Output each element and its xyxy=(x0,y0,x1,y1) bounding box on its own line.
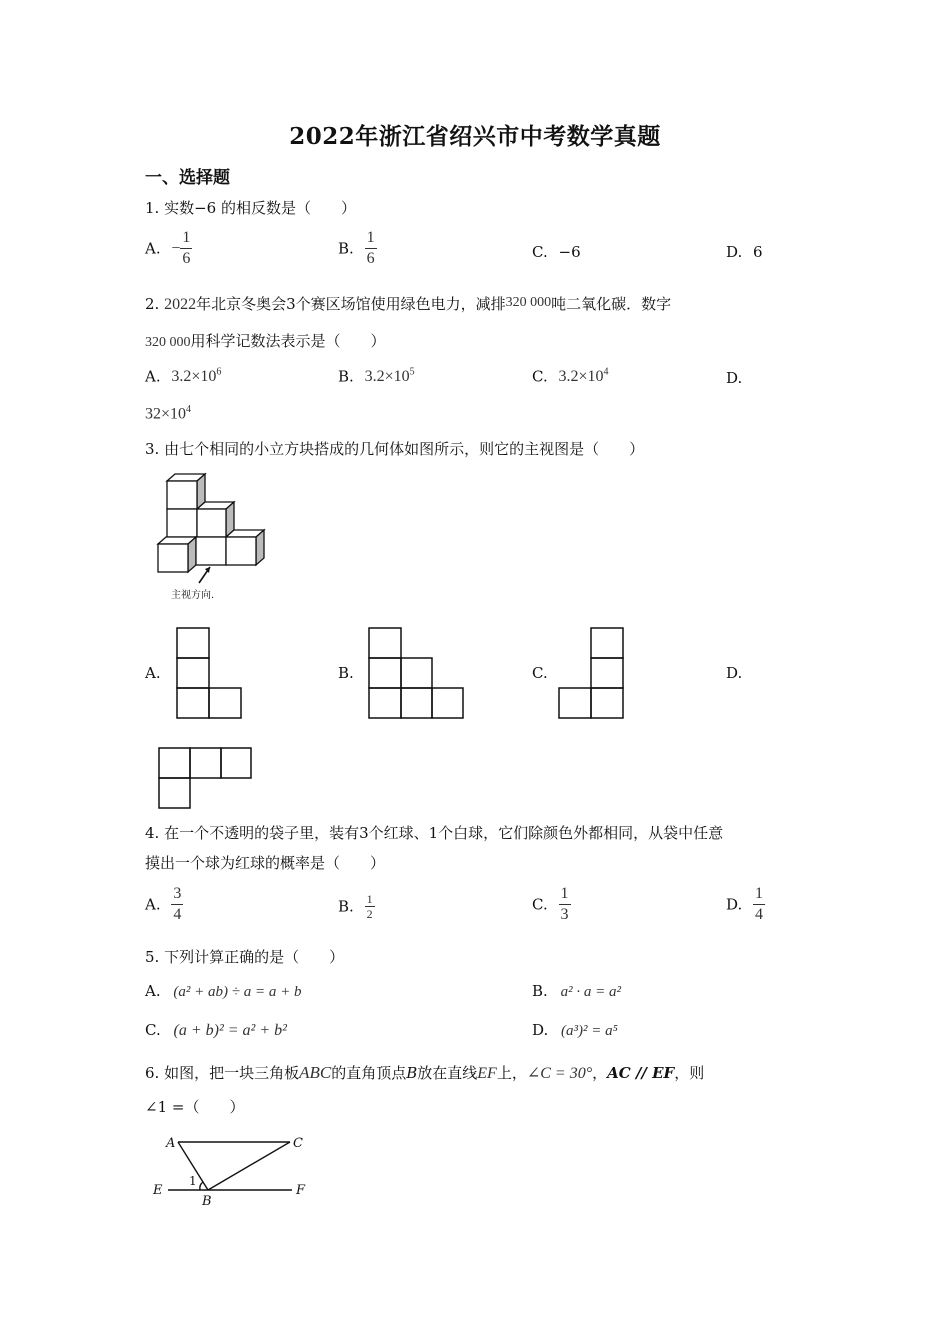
q2-option-d[interactable] xyxy=(726,369,742,387)
option-label: D. xyxy=(726,895,743,914)
section-heading: 一、选择题 xyxy=(145,168,230,188)
question-2-line-2 xyxy=(145,330,386,351)
q3-option-c-view[interactable] xyxy=(557,626,627,720)
text-run: 上， xyxy=(496,1064,527,1082)
q1-option-d[interactable] xyxy=(726,243,763,261)
option-label: B. xyxy=(338,239,354,258)
point-label-c: C xyxy=(293,1136,303,1151)
math-expression: AC // EF xyxy=(607,1064,675,1082)
option-label: D. xyxy=(726,243,743,261)
text-run: ， xyxy=(592,1064,608,1082)
q4-option-d[interactable] xyxy=(726,884,765,925)
question-6-line-1 xyxy=(145,1062,704,1083)
math-number: 320 000 xyxy=(505,295,552,310)
fraction: $\frac{3}{4}$ xyxy=(173,885,182,923)
q4-option-c[interactable] xyxy=(532,884,571,925)
q1-option-b[interactable] xyxy=(338,228,377,269)
question-2-line-1 xyxy=(145,293,671,314)
angle-label-1: 1 xyxy=(189,1174,197,1188)
option-label: A. xyxy=(145,982,161,1000)
option-label: C. xyxy=(145,1021,161,1039)
fraction: $\frac{1}{4}$ xyxy=(755,885,764,923)
math-expression: (a + b)² = a² + b² xyxy=(173,1022,287,1039)
option-label: A. xyxy=(145,367,161,386)
minus-sign: − xyxy=(171,239,181,257)
q2-option-d-value: $32\times 10^4$ xyxy=(145,404,192,423)
q-number: 2. xyxy=(145,295,165,313)
text-run: 放在直线 xyxy=(417,1064,478,1082)
cube-stack-figure xyxy=(150,470,280,605)
fraction: $\frac{1}{6}$ xyxy=(182,229,191,267)
text-run: 年北京冬奥会3个赛区场馆使用绿色电力，减排 xyxy=(196,295,506,313)
math-symbol: EF xyxy=(477,1065,497,1082)
option-label: B. xyxy=(338,367,354,386)
sci-notation: $3.2\times 10^6$ xyxy=(171,367,222,386)
option-label: A. xyxy=(145,239,161,258)
text-run: 用科学记数法表示是（ ） xyxy=(190,332,386,350)
q3-option-d-view[interactable] xyxy=(157,746,253,810)
q3-option-a-view[interactable] xyxy=(175,626,245,720)
option-value: 6 xyxy=(753,243,763,261)
text-run: 的直角顶点 xyxy=(331,1064,407,1082)
q3-option-b-label[interactable]: B. xyxy=(338,664,354,682)
question-1-stem: 1. 实数−6 的相反数是（ ） xyxy=(145,199,356,217)
q3-option-d-label[interactable]: D. xyxy=(726,664,743,682)
sci-notation: $3.2\times 10^5$ xyxy=(364,367,415,386)
q5-option-c[interactable] xyxy=(145,1021,287,1040)
question-6-line-2: ∠1 =（ ） xyxy=(145,1098,245,1116)
q2-option-c[interactable] xyxy=(532,367,609,386)
option-label: C. xyxy=(532,367,548,386)
math-expression: ∠C = 30° xyxy=(526,1065,593,1082)
q5-option-a[interactable] xyxy=(145,982,301,1001)
text-run: ，则 xyxy=(674,1064,705,1082)
option-label: D. xyxy=(726,369,743,387)
option-label: B. xyxy=(532,982,548,1000)
fraction: $\frac{1}{6}$ xyxy=(366,229,375,267)
fraction: $\frac{1}{2}$ xyxy=(366,892,373,921)
q4-option-b[interactable] xyxy=(338,892,375,921)
q3-option-c-label[interactable]: C. xyxy=(532,664,548,682)
math-expression: (a² + ab) ÷ a = a + b xyxy=(173,984,302,1000)
q1-option-a[interactable] xyxy=(145,228,192,269)
q5-option-d[interactable] xyxy=(532,1021,618,1040)
point-label-f: F xyxy=(296,1183,306,1198)
point-label-a: A xyxy=(166,1136,176,1151)
option-label: B. xyxy=(338,897,354,916)
point-label-e: E xyxy=(153,1183,163,1198)
question-4-line-2: 摸出一个球为红球的概率是（ ） xyxy=(145,854,386,872)
math-year: 2022 xyxy=(164,296,197,313)
option-label: A. xyxy=(145,895,161,914)
math-symbol: ABC xyxy=(299,1063,332,1082)
page-title: 2022年浙江省绍兴市中考数学真题 xyxy=(289,123,661,150)
sci-notation: $3.2\times 10^4$ xyxy=(558,367,609,386)
view-direction-caption: 主视方向. xyxy=(171,590,215,601)
math-number: 320 000 xyxy=(145,335,191,350)
q2-option-b[interactable] xyxy=(338,367,415,386)
q5-option-b[interactable] xyxy=(532,982,621,1001)
question-4-line-1: 4. 在一个不透明的袋子里，装有3个红球、1个白球，它们除颜色外都相同，从袋中任意 xyxy=(145,824,724,842)
text-run: 吨二氧化碳．数字 xyxy=(551,295,672,313)
q2-option-a[interactable] xyxy=(145,367,221,386)
point-label-b: B xyxy=(202,1194,212,1209)
option-label: C. xyxy=(532,243,548,261)
text-run: 6. 如图，把一块三角板 xyxy=(145,1064,300,1082)
q3-option-a-label[interactable]: A. xyxy=(145,664,161,682)
question-3-stem: 3. 由七个相同的小立方块搭成的几何体如图所示，则它的主视图是（ ） xyxy=(145,440,645,458)
q4-option-a[interactable] xyxy=(145,884,183,925)
fraction: $\frac{1}{3}$ xyxy=(560,885,569,923)
math-expression: a² · a = a² xyxy=(560,984,621,1000)
option-label: C. xyxy=(532,895,548,914)
option-value: −6 xyxy=(558,243,581,261)
question-5-stem: 5. 下列计算正确的是（ ） xyxy=(145,948,345,966)
q3-option-b-view[interactable] xyxy=(367,626,465,720)
math-expression: (a³)² = a⁵ xyxy=(561,1023,618,1039)
math-symbol: B xyxy=(406,1064,418,1082)
option-label: D. xyxy=(532,1021,549,1039)
q1-option-c[interactable] xyxy=(532,243,581,261)
